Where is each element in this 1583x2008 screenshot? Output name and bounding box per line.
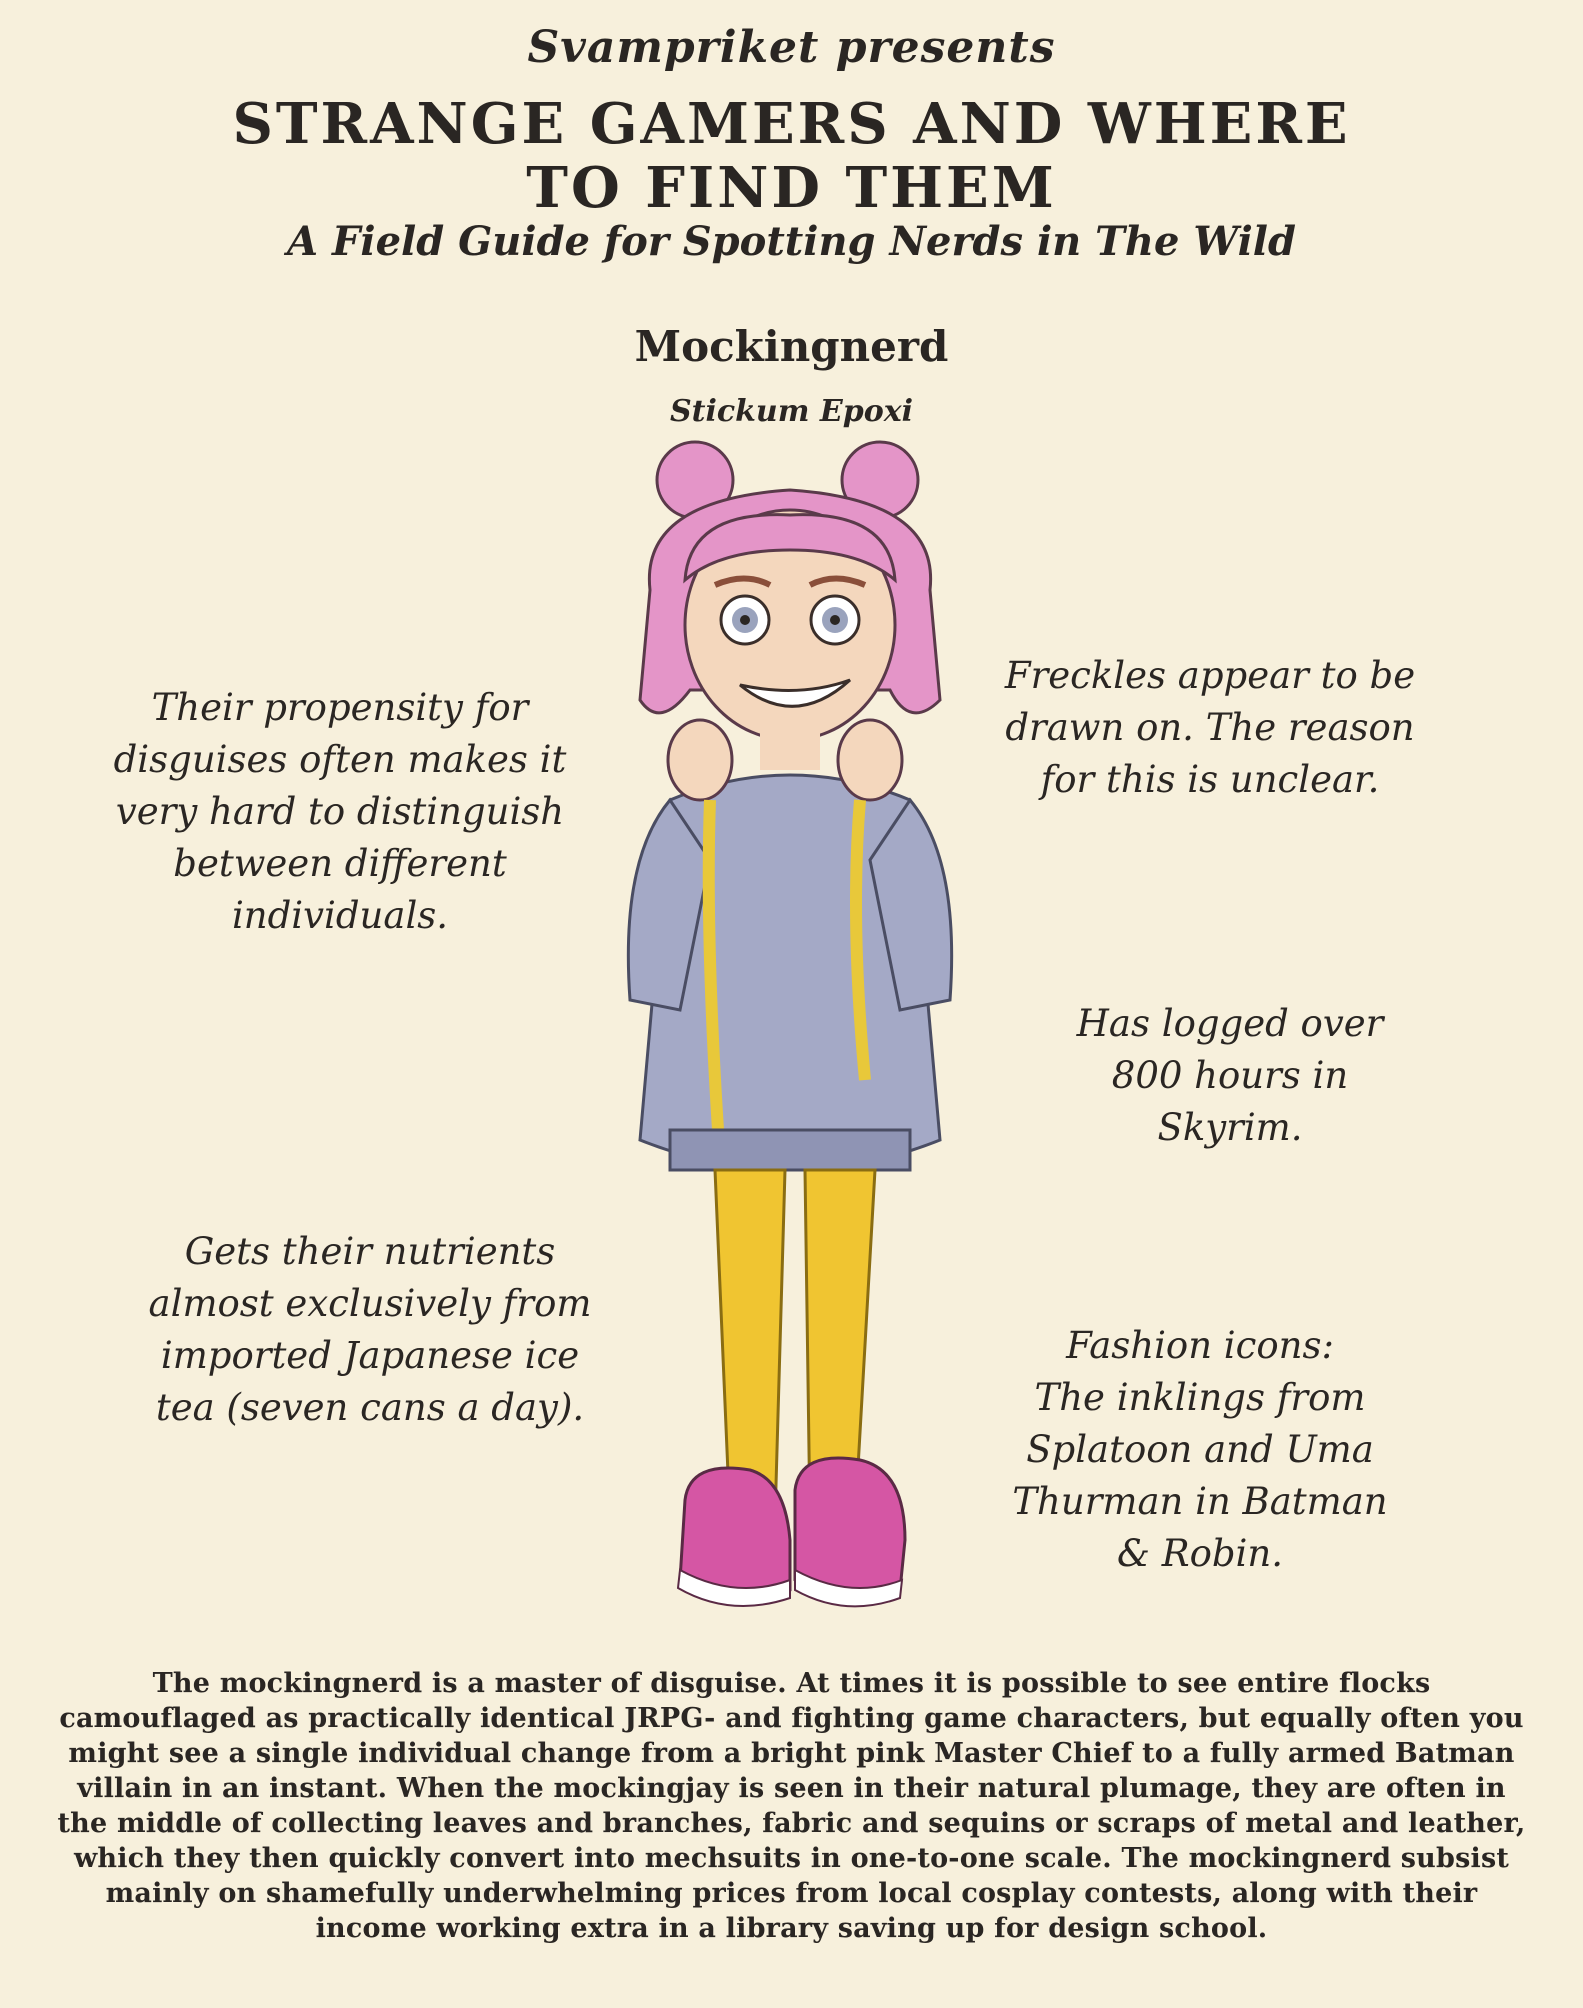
note-fashion: Fashion icons: The inklings from Splatoon and Uma Thurman in Batman & Robin.: [1012, 1324, 1388, 1575]
note-nutrients: Gets their nutrients almost exclusively from imported Japanese ice tea (seven cans a day).: [148, 1230, 592, 1429]
note-skyrim: Has logged over 800 hours in Skyrim.: [1076, 1002, 1384, 1149]
note-disguises: Their propensity for disguises often makes it very hard to distinguish between different individuals.: [113, 686, 567, 937]
creature-description: The mockingnerd is a master of disguise. At times it is possible to see entire flocks camouflaged as practically identical JRPG- and fighting game characters, but equally often you might see a single individual change from a bright pink Master Chief to a fully armed Batman villain in an instant. When the mockingjay is seen in their natural plumage, they are often in the middle of collecting leaves and branches, fabric and sequins or scraps of metal and leather, which they then quickly convert into mechsuits in one-to-one scale. The mockingnerd subsist mainly on shamefully underwhelming prices from local cosplay contests, along with their income working extra in a library saving up for design school.: [57, 1668, 1526, 1944]
creature-name: Mockingnerd: [634, 322, 949, 371]
mockingnerd-illustration: [610, 440, 970, 1640]
note-freckles: Freckles appear to be drawn on. The reason for this is unclear.: [1004, 654, 1416, 801]
presenter-line: Svampriket presents: [527, 22, 1056, 73]
creature-latin-name: Stickum Epoxi: [669, 394, 914, 429]
page-title: STRANGE GAMERS AND WHERE TO FIND THEM: [232, 91, 1351, 221]
page-subtitle: A Field Guide for Spotting Nerds in The Wild: [287, 218, 1296, 265]
